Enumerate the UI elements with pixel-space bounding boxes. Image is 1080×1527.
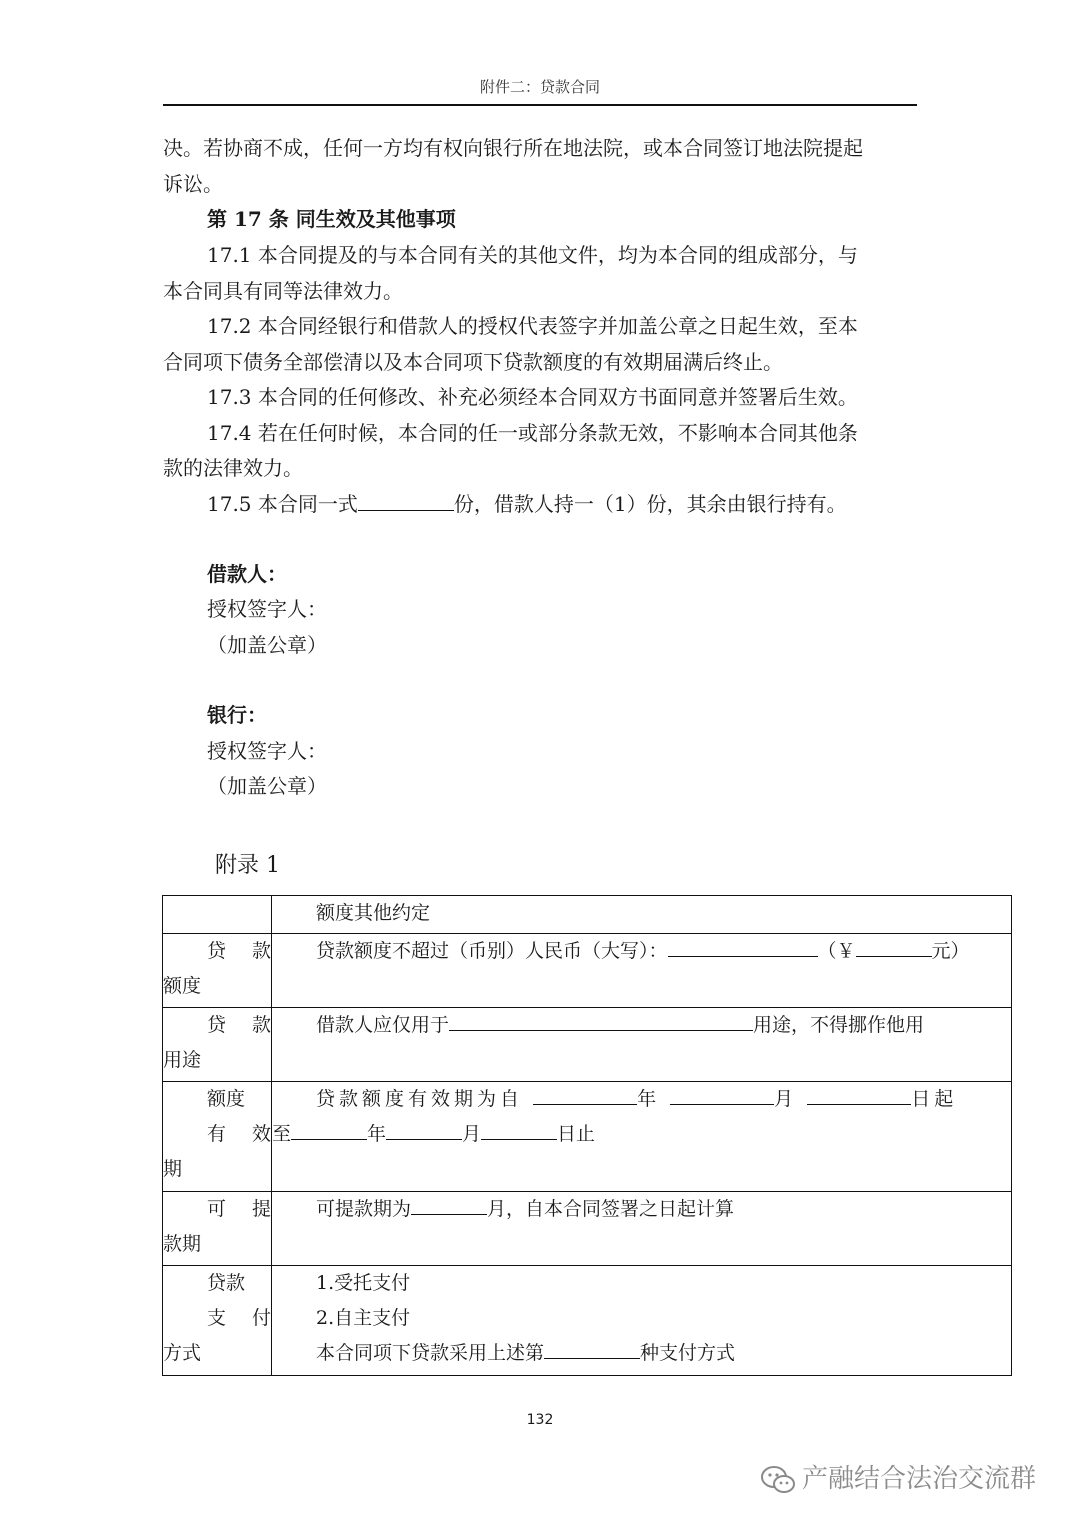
header-cell: 额度其他约定 bbox=[272, 896, 1012, 934]
validity-cell bbox=[272, 1082, 1012, 1192]
drawdown-months-blank[interactable] bbox=[411, 1192, 487, 1215]
to-label: 至 bbox=[272, 1123, 292, 1145]
payment-prefix: 本合同项下贷款采用上述第 bbox=[316, 1342, 545, 1364]
clause-17-1-line-1: 17.1 本合同提及的与本合同有关的其他文件，均为本合同的组成部分，与 bbox=[207, 243, 858, 267]
drawdown-suffix: 月，自本合同签署之日起计算 bbox=[487, 1198, 735, 1220]
paragraph-line: 诉讼。 bbox=[163, 172, 223, 196]
payment-option-1: 1.受托支付 bbox=[316, 1272, 411, 1294]
table-row bbox=[163, 1008, 1012, 1082]
row-label-line: 贷款 bbox=[207, 1014, 271, 1036]
purpose-cell bbox=[272, 1008, 1012, 1082]
bank-signer-label: 授权签字人： bbox=[207, 739, 327, 763]
appendix-table bbox=[162, 895, 1012, 1376]
page-number: 132 bbox=[526, 1412, 554, 1428]
start-month-blank[interactable] bbox=[670, 1082, 774, 1105]
borrower-label: 借款人： bbox=[207, 562, 287, 586]
payment-suffix: 种支付方式 bbox=[640, 1342, 736, 1364]
article-title: 第 17 条 同生效及其他事项 bbox=[207, 207, 456, 231]
bank-label: 银行： bbox=[207, 703, 267, 727]
clause-17-1-line-2: 本合同具有同等法律效力。 bbox=[163, 279, 403, 303]
drawdown-cell bbox=[272, 1192, 1012, 1266]
row-label-line: 可提 bbox=[207, 1198, 271, 1220]
table-row bbox=[163, 934, 1012, 1008]
amount-words-blank[interactable] bbox=[668, 934, 818, 957]
clause-17-3: 17.3 本合同的任何修改、补充必须经本合同双方书面同意并签署后生效。 bbox=[207, 385, 858, 409]
purpose-blank[interactable] bbox=[449, 1008, 753, 1031]
amount-figure-blank[interactable] bbox=[856, 934, 932, 957]
clause-17-5 bbox=[163, 486, 917, 522]
row-label-line: 用途 bbox=[163, 1049, 202, 1071]
amount-cell bbox=[272, 934, 1012, 1008]
validity-line-2 bbox=[272, 1117, 1011, 1152]
clause-17-5-suffix: 份，借款人持一（1）份，其余由银行持有。 bbox=[453, 492, 847, 516]
table-row bbox=[163, 1192, 1012, 1266]
row-label bbox=[163, 1008, 272, 1082]
validity-prefix: 贷款额度有效期为自 bbox=[316, 1088, 524, 1110]
purpose-suffix: 用途，不得挪作他用 bbox=[753, 1014, 925, 1036]
validity-line-1 bbox=[316, 1082, 1011, 1117]
payment-method-blank[interactable] bbox=[544, 1336, 640, 1359]
purpose-prefix: 借款人应仅用于 bbox=[316, 1014, 450, 1036]
start-day-blank[interactable] bbox=[807, 1082, 911, 1105]
payment-choice-line bbox=[316, 1336, 1011, 1371]
row-label bbox=[163, 1266, 272, 1376]
borrower-signer-label: 授权签字人： bbox=[207, 597, 327, 621]
bank-seal-note: （加盖公章） bbox=[207, 774, 327, 798]
header-empty-cell bbox=[163, 896, 272, 934]
row-label-line: 有效 bbox=[207, 1123, 271, 1145]
row-label bbox=[163, 1082, 272, 1192]
row-label bbox=[163, 934, 272, 1008]
table-row bbox=[163, 1266, 1012, 1376]
end-day-blank[interactable] bbox=[481, 1117, 557, 1140]
amount-yen: （￥ bbox=[817, 940, 856, 962]
table-row bbox=[163, 896, 1012, 934]
row-label bbox=[163, 1192, 272, 1266]
paragraph-line: 决。若协商不成，任何一方均有权向银行所在地法院，或本合同签订地法院提起 bbox=[163, 136, 863, 160]
month-label: 月 bbox=[774, 1088, 798, 1110]
clause-17-5-prefix: 17.5 本合同一式 bbox=[207, 492, 358, 516]
watermark bbox=[760, 1458, 1036, 1495]
month-label: 月 bbox=[462, 1123, 482, 1145]
borrower-seal-note: （加盖公章） bbox=[207, 633, 327, 657]
watermark-text: 产融结合法治交流群 bbox=[802, 1464, 1037, 1494]
day-start-label: 日起 bbox=[911, 1088, 958, 1110]
year-label: 年 bbox=[367, 1123, 387, 1145]
drawdown-prefix: 可提款期为 bbox=[316, 1198, 412, 1220]
appendix-title: 附录 1 bbox=[215, 853, 280, 878]
row-label-line: 额度 bbox=[207, 1088, 246, 1110]
copies-blank[interactable] bbox=[358, 488, 454, 511]
amount-unit: 元） bbox=[931, 940, 970, 962]
row-label-line: 方式 bbox=[163, 1342, 202, 1364]
clause-17-4-line-1: 17.4 若在任何时候，本合同的任一或部分条款无效，不影响本合同其他条 bbox=[207, 421, 858, 445]
clause-17-4-line-2: 款的法律效力。 bbox=[163, 456, 303, 480]
table-row bbox=[163, 1082, 1012, 1192]
page-header-title: 附件二：贷款合同 bbox=[479, 78, 600, 96]
row-label-line: 期 bbox=[163, 1158, 183, 1180]
payment-option-2: 2.自主支付 bbox=[316, 1307, 411, 1329]
payment-cell bbox=[272, 1266, 1012, 1376]
header-rule bbox=[163, 104, 917, 106]
end-month-blank[interactable] bbox=[386, 1117, 462, 1140]
end-year-blank[interactable] bbox=[291, 1117, 367, 1140]
clause-17-2-line-2: 合同项下债务全部偿清以及本合同项下贷款额度的有效期届满后终止。 bbox=[163, 350, 783, 374]
day-end-label: 日止 bbox=[557, 1123, 596, 1145]
clause-17-2-line-1: 17.2 本合同经银行和借款人的授权代表签字并加盖公章之日起生效，至本 bbox=[207, 314, 858, 338]
row-label-line: 款期 bbox=[163, 1233, 202, 1255]
row-label-line: 额度 bbox=[163, 975, 202, 997]
year-label: 年 bbox=[637, 1088, 661, 1110]
row-label-line: 贷款 bbox=[207, 1272, 246, 1294]
row-label-line: 支付 bbox=[207, 1307, 271, 1329]
start-year-blank[interactable] bbox=[533, 1082, 637, 1105]
wechat-icon bbox=[760, 1465, 796, 1495]
amount-prefix: 贷款额度不超过（币别）人民币（大写）： bbox=[316, 940, 668, 962]
row-label-line: 贷款 bbox=[207, 940, 271, 962]
